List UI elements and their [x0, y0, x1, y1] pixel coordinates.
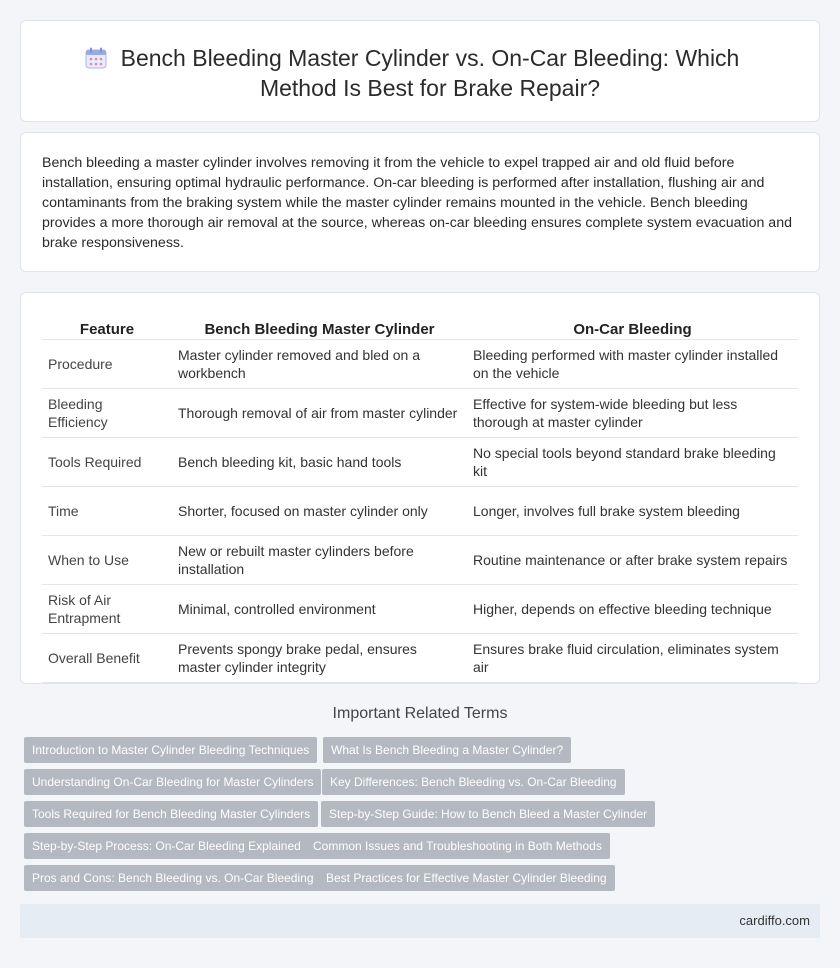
related-term-tag[interactable]: Step-by-Step Guide: How to Bench Bleed a Master Cylinder [321, 801, 655, 827]
header-on-car-bleeding: On-Car Bleeding [467, 315, 798, 339]
row-feature: Tools Required [42, 437, 172, 486]
title-card [20, 20, 820, 122]
table-row [42, 535, 798, 584]
related-term-tag[interactable]: Tools Required for Bench Bleeding Master Cylinders [24, 801, 318, 827]
footer-site-link[interactable]: cardiffo.com [739, 913, 810, 928]
row-on-car-value: Higher, depends on effective bleeding technique [467, 584, 798, 633]
table-row [42, 584, 798, 633]
related-term-tag[interactable]: Best Practices for Effective Master Cylinder Bleeding [318, 865, 615, 891]
related-term-tag[interactable]: Understanding On-Car Bleeding for Master Cylinders [24, 769, 321, 795]
row-bench-value: New or rebuilt master cylinders before installation [172, 535, 467, 584]
header-bench-bleeding: Bench Bleeding Master Cylinder [172, 315, 467, 339]
row-on-car-value: Routine maintenance or after brake system repairs [467, 535, 798, 584]
row-feature: Time [42, 486, 172, 535]
row-on-car-value: Ensures brake fluid circulation, eliminates system air [467, 633, 798, 682]
row-feature: When to Use [42, 535, 172, 584]
related-term-tag[interactable]: Common Issues and Troubleshooting in Both Methods [305, 833, 610, 859]
related-term-tag[interactable]: What Is Bench Bleeding a Master Cylinder? [323, 737, 571, 763]
row-feature: Risk of Air Entrapment [42, 584, 172, 633]
row-bench-value: Thorough removal of air from master cylinder [172, 388, 467, 437]
row-bench-value: Prevents spongy brake pedal, ensures master cylinder integrity [172, 633, 467, 682]
related-terms-heading: Important Related Terms [332, 705, 508, 722]
related-term-tag[interactable]: Key Differences: Bench Bleeding vs. On-Car Bleeding [322, 769, 625, 795]
table-header-row [42, 315, 798, 339]
table-row [42, 633, 798, 682]
row-bench-value: Master cylinder removed and bled on a workbench [172, 339, 467, 388]
comparison-table-card [20, 292, 820, 684]
related-term-tag[interactable]: Introduction to Master Cylinder Bleeding Techniques [24, 737, 317, 763]
table-row [42, 486, 798, 535]
related-term-tag[interactable]: Step-by-Step Process: On-Car Bleeding Explained [24, 833, 309, 859]
row-on-car-value: Longer, involves full brake system bleeding [467, 486, 798, 535]
header-feature: Feature [42, 315, 172, 339]
row-on-car-value: No special tools beyond standard brake bleeding kit [467, 437, 798, 486]
row-feature: Procedure [42, 339, 172, 388]
row-on-car-value: Effective for system-wide bleeding but less thorough at master cylinder [467, 388, 798, 437]
row-bench-value: Minimal, controlled environment [172, 584, 467, 633]
footer [20, 904, 820, 938]
summary-card [20, 132, 820, 272]
row-bench-value: Shorter, focused on master cylinder only [172, 486, 467, 535]
related-term-tag[interactable]: Pros and Cons: Bench Bleeding vs. On-Car Bleeding [24, 865, 322, 891]
row-bench-value: Bench bleeding kit, basic hand tools [172, 437, 467, 486]
table-row [42, 437, 798, 486]
row-feature: Overall Benefit [42, 633, 172, 682]
row-feature: Bleeding Efficiency [42, 388, 172, 437]
comparison-table [42, 315, 798, 683]
table-row [42, 339, 798, 388]
summary-text: Bench bleeding a master cylinder involves removing it from the vehicle to expel trapped air and old fluid before installation, ensuring optimal hydraulic performance. On-car bleeding is performed after installation, flushing air and contaminants from the braking system while the master cylinder remains mounted in the vehicle. Bench bleeding provides a more thorough air removal at the source, whereas on-car bleeding ensures complete system evacuation and brake responsiveness. [42, 155, 792, 251]
page-title: Bench Bleeding Master Cylinder vs. On-Car Bleeding: Which Method Is Best for Brake Repair? [120, 45, 740, 101]
row-on-car-value: Bleeding performed with master cylinder installed on the vehicle [467, 339, 798, 388]
table-row [42, 388, 798, 437]
